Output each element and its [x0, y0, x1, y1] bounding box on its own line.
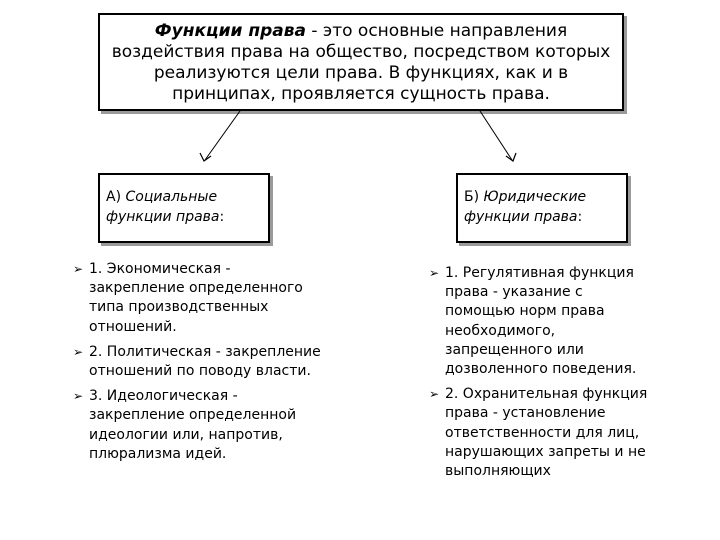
arrow-bullet-icon: ➢	[429, 387, 440, 402]
social-functions-box	[98, 173, 270, 243]
list-item: ➢ 2. Политическая - закрепление отношений по поводу власти.	[73, 343, 321, 380]
arrow-head-left-icon	[200, 153, 211, 161]
arrow-bullet-icon: ➢	[429, 266, 440, 280]
list-item: ➢ 1. Экономическая - закрепление определенного типа производственных отношений.	[73, 261, 303, 335]
social-prefix: А)	[106, 189, 126, 205]
definition-box	[98, 13, 624, 111]
legal-prefix: Б)	[464, 189, 484, 205]
legal-suffix: :	[577, 209, 583, 225]
arrow-bullet-icon: ➢	[73, 389, 84, 404]
legal-label: Юридические функции права	[464, 189, 587, 225]
legal-functions-box	[456, 173, 628, 243]
social-suffix: :	[219, 209, 225, 225]
social-functions-list	[74, 260, 324, 470]
social-label: Социальные функции права	[106, 189, 220, 225]
definition-term: Функции права	[154, 21, 306, 41]
arrow-to-legal	[480, 111, 512, 160]
definition-text: - это основные направления воздействия права на общество, посредством которых реализуются цели права. В функциях, как и в принципах, проявляется сущность права.	[111, 21, 611, 104]
list-item: ➢ 3. Идеологическая - закрепление определенной идеологии или, напротив, плюрализма идей.	[73, 388, 297, 462]
arrow-bullet-icon: ➢	[73, 262, 84, 276]
list-item: ➢ 1. Регулятивная функция права - указание с помощью норм права необходимого, запрещенного или дозволенного поведения.	[429, 265, 637, 378]
legal-functions-list	[430, 264, 650, 487]
arrow-bullet-icon: ➢	[73, 344, 84, 359]
list-item: ➢ 2. Охранительная функция права - установление ответственности для лиц, нарушающих запреты и не выполняющих	[429, 386, 648, 480]
arrow-to-social	[205, 111, 240, 160]
arrow-head-right-icon	[506, 153, 516, 161]
